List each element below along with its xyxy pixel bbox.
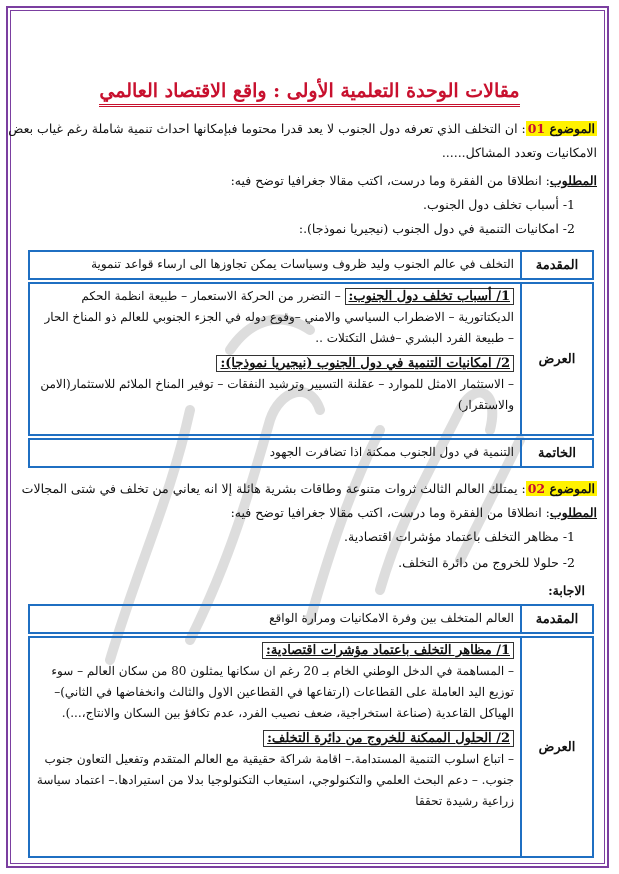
topic1-conclusion-row — [28, 438, 594, 468]
topic1-sub2-title: 2/ امكانيات التنمية في دول الجنوب (نيجيريا نموذجا): — [216, 355, 514, 372]
topic1-sub2-text: – الاستثمار الامثل للموارد – عقلنة التسيير وترشيد النفقات – توفير المناخ الملائم للاستثمار(الامن والاستقرار) — [40, 377, 514, 412]
topic2-statement: الموضوع 02: يمتلك العالم الثالث ثروات متنوعة وطاقات بشرية هائلة إلا انه يعاني من تخلف في شتى المجالات — [21, 481, 595, 496]
topic2-sub1-text: – المساهمة في الدخل الوطني الخام بـ 20 رغم ان سكانها يمثلون 80 من سكان العالم – سوء توزيع اليد العاملة على القطاعات (ارتفاعها في القطاعين الاول والثالث وانخفاضها في الثاني)– الهياكل القاعدية (صناعة استخراجية، ضعف نصيب الفرد، عدم تكافؤ بين السكان والانتاج،...). — [51, 664, 514, 720]
topic2-item-2: 2- حلولا للخروج من دائرة التخلف. — [398, 555, 575, 570]
topic1-item-2: 2- امكانيات التنمية في دول الجنوب (نيجيريا نموذجا).: — [298, 221, 575, 236]
body-content — [30, 284, 520, 434]
intro-text: العالم المتخلف بين وفرة الامكانيات ومرارة الواقع — [269, 611, 514, 625]
intro-label: المقدمة — [520, 606, 592, 632]
conclusion-text: التنمية في دول الجنوب ممكنة اذا تضافرت الجهود — [269, 445, 514, 459]
page-title: مقالات الوحدة التعلمية الأولى : واقع الاقتصاد العالمي — [0, 80, 619, 102]
topic1-statement-cont: الامكانيات وتعدد المشاكل...... — [441, 145, 597, 160]
topic2-intro-row — [28, 604, 594, 634]
topic1-sub1-title: 1/ أسباب تخلف دول الجنوب: — [345, 288, 514, 305]
topic2-sub1-title: 1/ مظاهر التخلف باعتماد مؤشرات اقتصادية: — [262, 642, 514, 659]
topic2-sub2-text: – اتباع اسلوب التنمية المستدامة.– اقامة شراكة حقيقية مع العالم المتقدم وتفعيل التعاون جنوب جنوب. – دعم البحث العلمي والتكنولوجي، استيعاب التكنولوجيا بدلا من استيرادها.– اعتماد سياسة زراعية رشيدة تحققا — [36, 752, 514, 808]
topic1-sub1-text: – التضرر من الحركة الاستعمار – طبيعة انظمة الحكم الديكتاتورية – الاضطراب السياسي والامني –وقوع دوله في الجزء الجنوبي للعالم ذو المناخ الحار – طبيعة الفرد البشري –فشل التكتلات .. — [44, 289, 514, 345]
topic2-body-row — [28, 636, 594, 858]
body-content — [30, 638, 520, 856]
body-label: العرض — [520, 638, 592, 856]
topic2-item-1: 1- مظاهر التخلف باعتماد مؤشرات اقتصادية. — [344, 529, 575, 544]
topic2-tag: الموضوع 02 — [527, 481, 595, 496]
topic2-sub2-title: 2/ الحلول الممكنة للخروج من دائرة التخلف: — [263, 730, 514, 747]
answer-label: الاجابة: — [548, 583, 585, 598]
intro-text: التخلف في عالم الجنوب وليد ظروف وسياسات يمكن تجاوزها الى ارساء قواعد تنموية — [91, 257, 514, 271]
intro-label: المقدمة — [520, 252, 592, 278]
topic1-required: المطلوب: انطلاقا من الفقرة وما درست، اكتب مقالا جغرافيا توضح فيه: — [230, 173, 597, 188]
topic1-item-1: 1- أسباب تخلف دول الجنوب. — [423, 197, 575, 212]
conclusion-label: الخاتمة — [520, 440, 592, 466]
topic1-body-row — [28, 282, 594, 436]
body-label: العرض — [520, 284, 592, 434]
topic2-required: المطلوب: انطلاقا من الفقرة وما درست، اكتب مقالا جغرافيا توضح فيه: — [230, 505, 597, 520]
topic1-intro-row — [28, 250, 594, 280]
topic1-statement: الموضوع 01: ان التخلف الذي تعرفه دول الجنوب لا يعد قدرا محتوما فبإمكانها احداث تنمية شاملة رغم غياب بعض — [8, 121, 595, 136]
topic1-tag: الموضوع 01 — [527, 121, 595, 136]
